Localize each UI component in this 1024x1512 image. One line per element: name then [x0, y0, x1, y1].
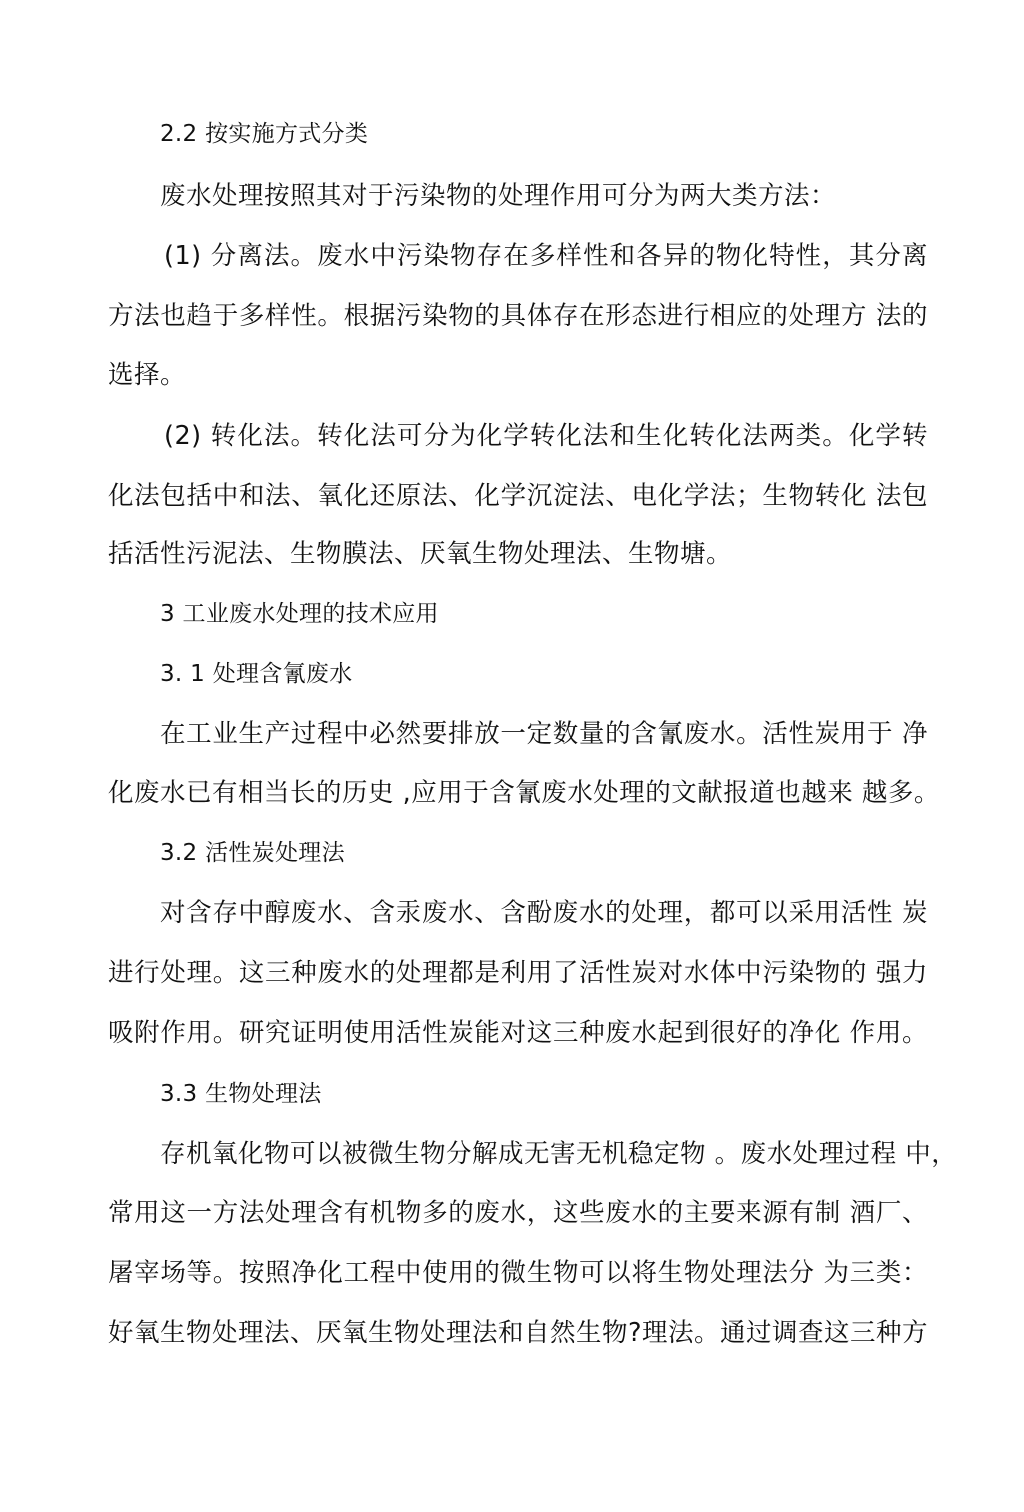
section-heading-3-1: 3. 1 处理含氰废水 — [160, 661, 353, 687]
paragraph-line: 在工业生产过程中必然要排放一定数量的含氰废水。活性炭用于 净 — [160, 719, 928, 749]
paragraph-line: 括活性污泥法、生物膜法、厌氧生物处理法、生物塘。 — [108, 539, 733, 569]
paragraph-line: 好氧生物处理法、厌氧生物处理法和自然生物?理法。通过调查这三种方 — [108, 1318, 929, 1348]
paragraph-line: 存机氧化物可以被微生物分解成无害无机稳定物 。废水处理过程 中， — [160, 1139, 958, 1169]
paragraph-line: 化废水已有相当长的历史 ,应用于含氰废水处理的文献报道也越来 越多。 — [108, 778, 940, 808]
paragraph-line: 化法包括中和法、氧化还原法、化学沉淀法、电化学法；生物转化 法包 — [108, 481, 928, 511]
paragraph-line: 吸附作用。研究证明使用活性炭能对这三种废水起到很好的净化 作用。 — [108, 1018, 928, 1048]
paragraph-line: 方法也趋于多样性。根据污染物的具体存在形态进行相应的处理方 法的 — [108, 301, 928, 331]
paragraph-line: 选择。 — [108, 360, 187, 390]
section-heading-3-2: 3.2 活性炭处理法 — [160, 840, 345, 866]
paragraph-line: 常用这一方法处理含有机物多的废水，这些废水的主要来源有制 酒厂、 — [108, 1198, 928, 1228]
section-heading-3: 3 工业废水处理的技术应用 — [160, 601, 439, 627]
paragraph-line: (1) 分离法。废水中污染物存在多样性和各异的物化特性，其分离 — [164, 241, 928, 271]
paragraph-line: 进行处理。这三种废水的处理都是利用了活性炭对水体中污染物的 强力 — [108, 958, 928, 988]
paragraph-line: 对含存中醇废水、含汞废水、含酚废水的处理，都可以采用活性 炭 — [160, 898, 928, 928]
section-heading-3-3: 3.3 生物处理法 — [160, 1081, 322, 1107]
section-heading-2-2: 2.2 按实施方式分类 — [160, 121, 369, 147]
paragraph-line: (2) 转化法。转化法可分为化学转化法和生化转化法两类。化学转 — [164, 421, 928, 451]
paragraph-line: 屠宰场等。按照净化工程中使用的微生物可以将生物处理法分 为三类： — [108, 1258, 928, 1288]
paragraph-line: 废水处理按照其对于污染物的处理作用可分为两大类方法： — [160, 181, 837, 211]
